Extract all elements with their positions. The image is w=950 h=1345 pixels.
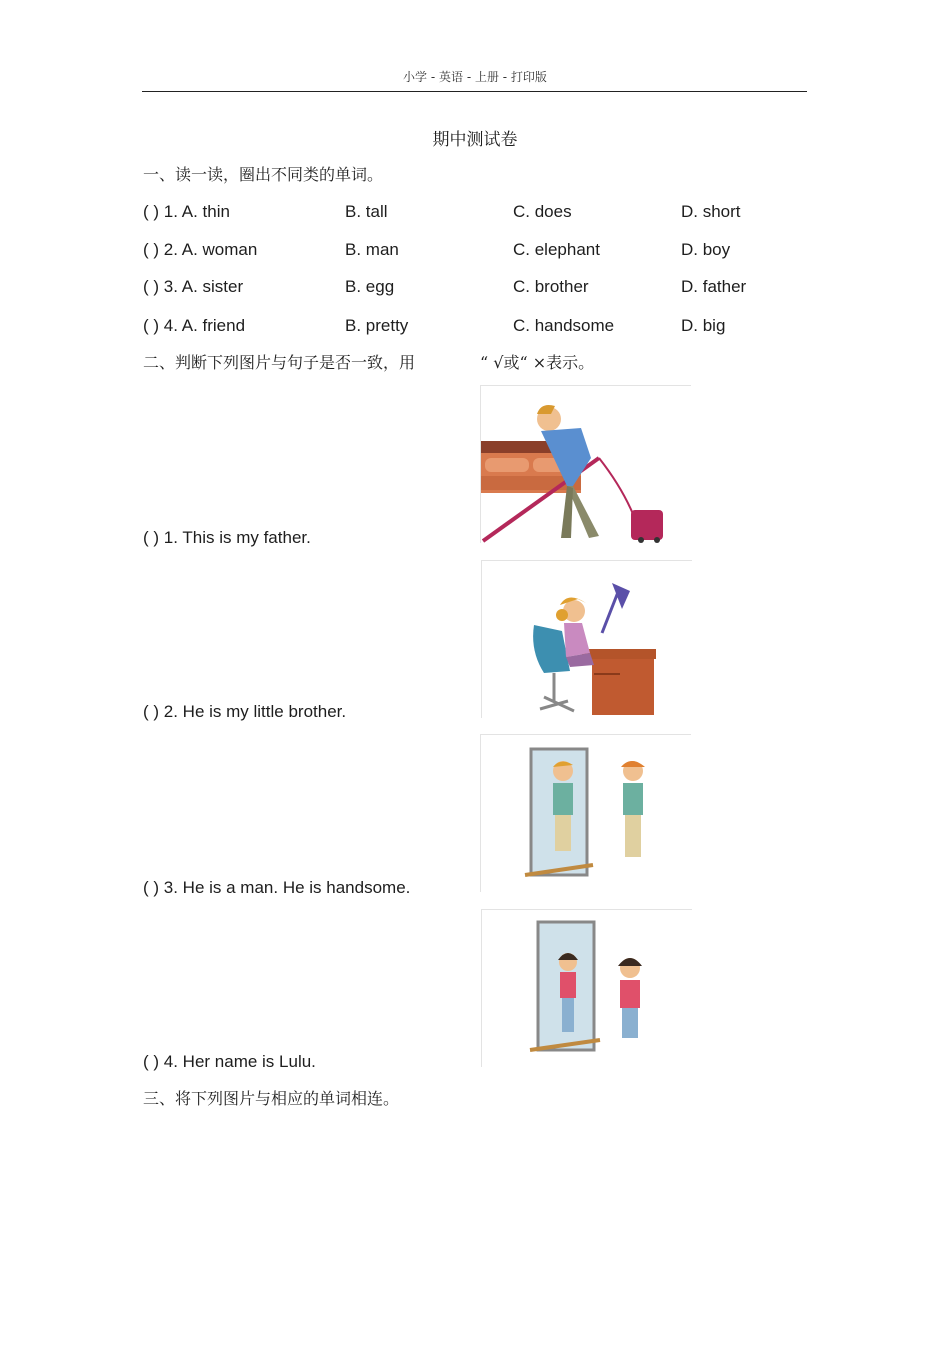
option-d: D. short [681, 202, 741, 221]
section2-heading: 二、判断下列图片与句子是否一致，用 [143, 353, 416, 372]
option-d: D. boy [681, 240, 731, 259]
option-d: D. father [681, 277, 747, 296]
option-b: B. man [345, 240, 399, 259]
option-c: C. handsome [513, 316, 615, 335]
option-c: C. elephant [513, 240, 600, 259]
page-header: 小学 - 英语 - 上册 - 打印版 [403, 70, 547, 84]
question-row [143, 316, 803, 338]
picture-girl-at-desk [481, 560, 692, 718]
question-row [143, 240, 803, 262]
statement-3: ( ) 3. He is a man. He is handsome. [143, 878, 411, 897]
section1-heading: 一、读一读，圈出不同类的单词。 [143, 165, 384, 184]
option-b: B. pretty [345, 316, 409, 335]
option-c: C. brother [513, 277, 589, 296]
section2-heading-marks: “ √或“ ×表示。 [480, 353, 595, 372]
question-prefix: ( ) 3. A. sister [143, 277, 244, 296]
question-row [143, 202, 803, 224]
statement-2: ( ) 2. He is my little brother. [143, 702, 347, 721]
section3-heading: 三、将下列图片与相应的单词相连。 [143, 1089, 400, 1108]
question-row [143, 277, 803, 299]
statement-4: ( ) 4. Her name is Lulu. [143, 1052, 316, 1071]
picture-man-vacuuming [480, 385, 691, 543]
picture-boy-mirror [480, 734, 691, 892]
option-b: B. egg [345, 277, 395, 296]
question-prefix: ( ) 2. A. woman [143, 240, 258, 259]
header-rule [142, 91, 807, 92]
option-c: C. does [513, 202, 572, 221]
option-d: D. big [681, 316, 726, 335]
question-prefix: ( ) 1. A. thin [143, 202, 230, 221]
question-prefix: ( ) 4. A. friend [143, 316, 246, 335]
page-title: 期中测试卷 [432, 130, 518, 150]
picture-girl-mirror [481, 909, 692, 1067]
option-b: B. tall [345, 202, 388, 221]
statement-1: ( ) 1. This is my father. [143, 528, 311, 547]
